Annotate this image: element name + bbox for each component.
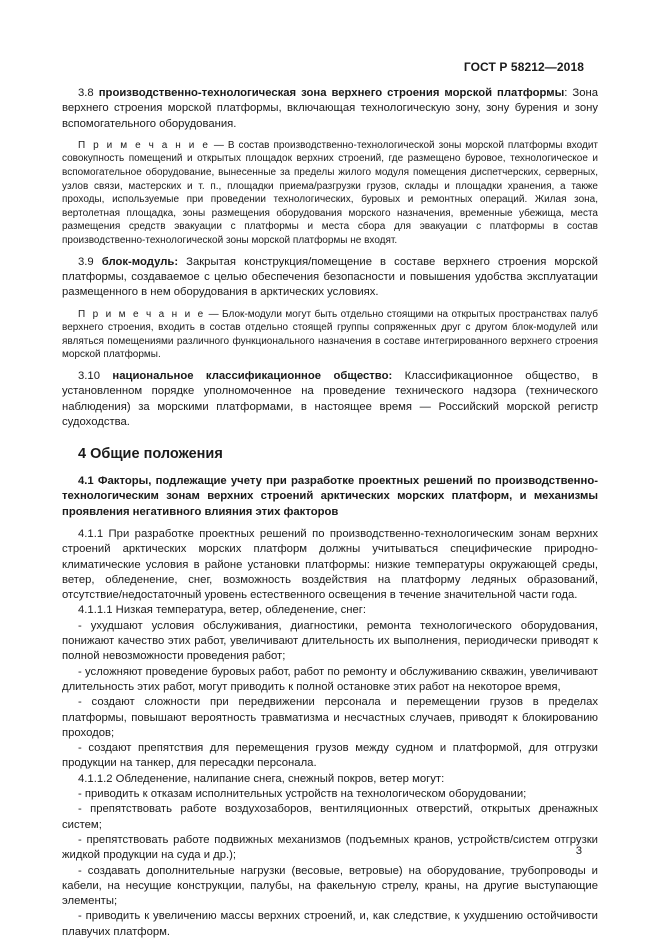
list-item: - усложняют проведение буровых работ, работ по ремонту и обслуживанию скважин, увеличивают длительность этих работ, могут приводить к полной остановке этих работ на некоторое время,	[62, 665, 598, 693]
list-item: - ухудшают условия обслуживания, диагностики, ремонта технологического оборудования, понижают качество этих работ, увеличивают длительность их выполнения, периодически приводят к полной невозможности проведения работ;	[62, 619, 598, 663]
list-item: - препятствовать работе подвижных механизмов (подъемных кранов, устройств/систем отгрузки жидкой продукции на суда и др.);	[62, 833, 598, 862]
page-number: 3	[575, 845, 582, 857]
note-3-9	[62, 308, 598, 362]
list-item: - препятствовать работе воздухозаборов, вентиляционных отверстий, открытых дренажных систем;	[62, 803, 598, 831]
term-number: 3.9	[78, 255, 94, 268]
paragraph-4-1-1: 4.1.1 При разработке проектных решений по производственно-технологическим зонам верхних строений арктических морских платформ должны учитываться специфические природно-климатические условия в районе установки платформы: низкие температуры окружающей среды, ветер, обледенение, снег, возможность воздействия на платформу ледяных образований, отсутствие/недостаточный уровень естественного освещения в течение значительной части года.	[62, 527, 598, 602]
list-item: - приводить к отказам исполнительных устройств на технологическом оборудовании;	[78, 788, 527, 801]
term-definition: : Зона верхнего строения морской платформы, включающая технологическую зону, зону бурения и зону вспомогательного оборудования.	[62, 87, 599, 130]
list-item: - создают сложности при передвижении персонала и перемещении грузов в пределах платформы, повышают вероятность травматизма и несчастных случаев, приводят к блокированию проходов;	[62, 696, 598, 739]
note-label: П р и м е ч а н и е	[78, 139, 210, 151]
paragraph-4-1-1-1: 4.1.1.1 Низкая температура, ветер, обледенение, снег:	[78, 604, 367, 617]
subsection-4-1-title: 4.1 Факторы, подлежащие учету при разработке проектных решений по производственно-технологическим зонам верхних строений арктических морских платформ, и механизмы проявления негативного влияния этих факторов	[62, 475, 598, 518]
list-item: - создают препятствия для перемещения грузов между судном и платформой, для отгрузки продукции на танкер, для пересадки персонала.	[62, 742, 598, 770]
note-3-8	[62, 139, 598, 248]
paragraph-4-1-1-2: 4.1.1.2 Обледенение, налипание снега, снежный покров, ветер могут:	[78, 772, 445, 785]
standard-header: ГОСТ Р 58212—2018	[463, 60, 584, 74]
note-label: П р и м е ч а н и е	[78, 308, 206, 320]
term-3-10	[62, 369, 598, 430]
list-item: - приводить к увеличению массы верхних строений, и, как следствие, к ухудшению остойчивости плавучих платформ.	[62, 910, 598, 938]
term-definition: Классификационное общество, в установленном порядке уполномоченное на проведение технического надзора (технического наблюдения) за морскими платформами, в настоящее время — Российский морской регистр судоходства.	[62, 369, 598, 428]
term-name: производственно-технологическая зона верхнего строения морской платформы	[98, 87, 565, 99]
section-4-title: 4 Общие положения	[78, 446, 223, 463]
list-item: - создавать дополнительные нагрузки (весовые, ветровые) на оборудование, трубопроводы и кабели, на несущие конструкции, палубы, на факельную стрелу, краны, на другие выступающие элементы;	[62, 864, 598, 908]
term-name: блок-модуль:	[101, 255, 179, 268]
term-definition: Закрытая конструкция/помещение в составе верхнего строения морской платформы, создаваемое с целью обеспечения безопасности и повышения удобства эксплуатации размещенного в нем оборудования в арктических условиях.	[62, 255, 598, 299]
term-3-8	[62, 86, 598, 132]
note-text: — Блок-модули могут быть отдельно стоящими на открытых пространствах палуб верхнего строения, входить в состав отдельно стоящей группы сопряженных друг с другом блок-модулей или являться помещениями различного функционального назначения в составе интегрированного верхнего строения морской платформы.	[62, 308, 599, 361]
term-name: национальное классификационное общество:	[112, 369, 393, 382]
term-3-9	[62, 255, 598, 301]
term-number: 3.8	[78, 87, 94, 99]
page-content	[62, 86, 598, 940]
term-number: 3.10	[78, 369, 100, 382]
note-text: — В состав производственно-технологической зоны морской платформы входит совокупность помещений и открытых площадок верхних строений, где размещено буровое, технологическое и вспомогательное оборудование, вынесенные за пределы жилого модуля помещения диспетчерских, серверных, узлов связи, мастерских и т. п., площадки приема/разгрузки грузов, склады и площадки хранения, а также проходы, используемые при проведении технологических, буровых и ремонтных операций. Жилая зона, вертолетная площадка, зоны размещения оборудования морского назначения, временные убежища, места размещения средств эвакуации с платформы и места сбора для эвакуации с платформы в состав производственно-технологической зоны морской платформы не входят.	[62, 139, 599, 247]
